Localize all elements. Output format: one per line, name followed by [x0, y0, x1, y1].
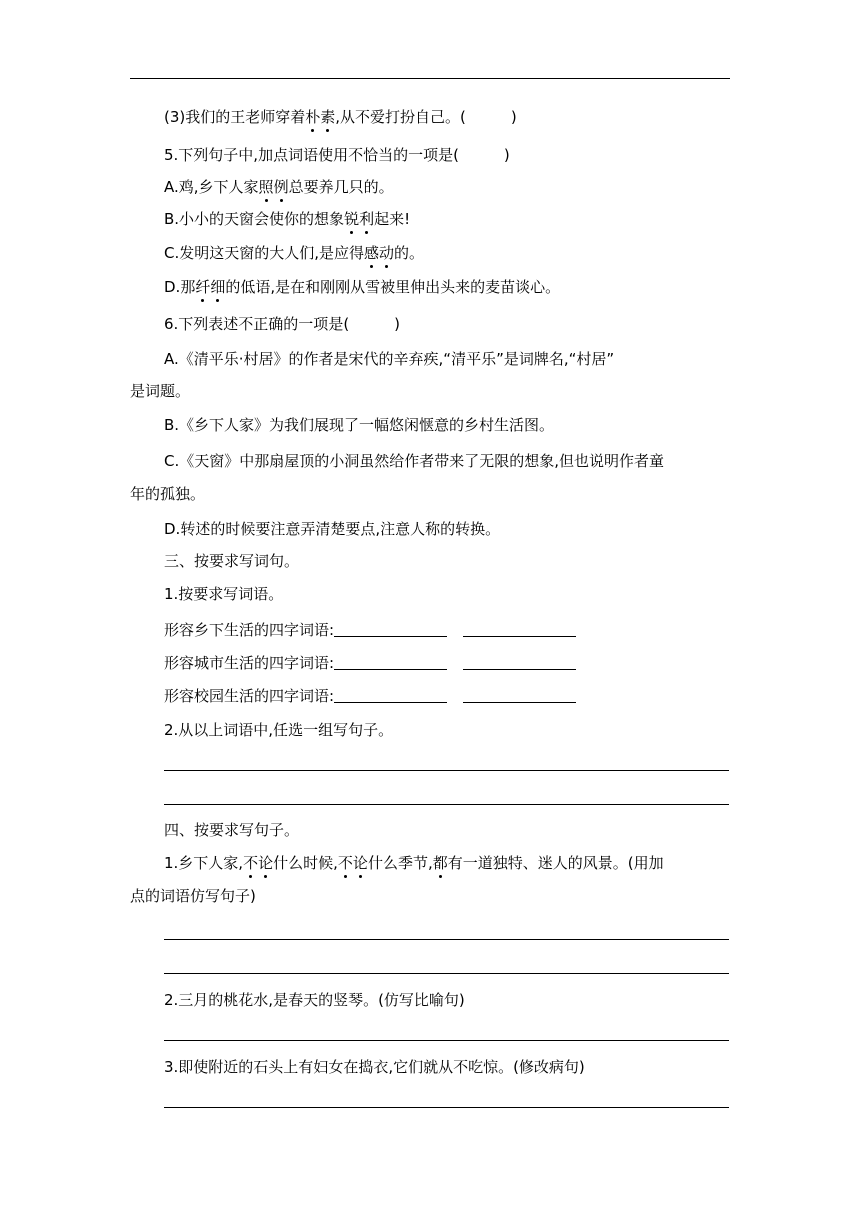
q5-option-c	[164, 243, 424, 263]
dotted-char: 例	[273, 178, 289, 196]
writing-line[interactable]	[164, 973, 729, 974]
dotted-char: 都	[432, 854, 448, 872]
q-text: 有一道独特、迷人的风景。(用加	[447, 854, 664, 872]
option-text: 起来!	[374, 210, 411, 228]
row-label: 形容校园生活的四字词语:	[164, 687, 335, 705]
writing-line[interactable]	[164, 939, 729, 940]
dotted-char: 不	[337, 854, 353, 872]
section-4-title: 四、按要求写句子。	[164, 821, 300, 839]
answer-blank[interactable]	[463, 688, 576, 703]
dotted-char: 论	[352, 854, 368, 872]
writing-line[interactable]	[164, 804, 729, 805]
q-text: 1.乡下人家,	[164, 854, 244, 872]
q6-option-c-line2: 年的孤独。	[130, 485, 206, 503]
dotted-char: 动	[379, 244, 395, 262]
dotted-char: 素	[320, 108, 336, 126]
dotted-char: 细	[210, 278, 226, 296]
option-text: B.小小的天窗会使你的想象	[164, 210, 345, 228]
row-label: 形容城市生活的四字词语:	[164, 654, 335, 672]
row-label: 形容乡下生活的四字词语:	[164, 621, 335, 639]
header-rule	[130, 78, 730, 79]
sec4-q1-line1	[164, 853, 664, 873]
dotted-char: 不	[243, 854, 259, 872]
q6-option-d: D.转述的时候要注意弄清楚要点,注意人称的转换。	[164, 520, 501, 538]
q3-text: (3)我们的王老师穿着	[164, 108, 306, 126]
q6-option-a-line2: 是词题。	[130, 382, 191, 400]
answer-blank[interactable]	[334, 655, 447, 670]
q-text: 什么季节,	[367, 854, 433, 872]
writing-line[interactable]	[164, 1107, 729, 1108]
q6-option-b: B.《乡下人家》为我们展现了一幅悠闲惬意的乡村生活图。	[164, 416, 555, 434]
option-text: A.鸡,乡下人家	[164, 178, 259, 196]
q-text: 什么时候,	[273, 854, 338, 872]
q6-option-c-line1: C.《天窗》中那扇屋顶的小洞虽然给作者带来了无限的想象,但也说明作者童	[164, 452, 665, 470]
option-text: 的低语,是在和刚刚从雪被里伸出头来的麦苗谈心。	[225, 278, 561, 296]
option-text: D.那	[164, 278, 196, 296]
dotted-char: 论	[258, 854, 274, 872]
q6-stem: 6.下列表述不正确的一项是( )	[164, 315, 401, 333]
dotted-char: 利	[359, 210, 375, 228]
option-text: 的。	[394, 244, 425, 262]
answer-blank[interactable]	[463, 655, 576, 670]
writing-line[interactable]	[164, 1040, 729, 1041]
q5-option-d	[164, 277, 560, 297]
q5-stem: 5.下列句子中,加点词语使用不恰当的一项是( )	[164, 146, 510, 164]
q5-option-a	[164, 177, 394, 197]
word-row	[164, 686, 576, 706]
sec3-q1: 1.按要求写词语。	[164, 585, 284, 603]
word-row	[164, 653, 576, 673]
q3-line	[164, 107, 517, 127]
option-text: 总要养几只的。	[288, 178, 394, 196]
option-text: C.发明这天窗的大人们,是应得	[164, 244, 365, 262]
dotted-char: 纤	[195, 278, 211, 296]
answer-blank[interactable]	[334, 688, 447, 703]
sec3-q2: 2.从以上词语中,任选一组写句子。	[164, 721, 394, 739]
writing-line[interactable]	[164, 770, 729, 771]
dotted-char: 朴	[305, 108, 321, 126]
q5-option-b	[164, 209, 410, 229]
q6-option-a-line1: A.《清平乐·村居》的作者是宋代的辛弃疾,“清平乐”是词牌名,“村居”	[164, 350, 615, 368]
word-row	[164, 620, 576, 640]
sec4-q2: 2.三月的桃花水,是春天的竖琴。(仿写比喻句)	[164, 991, 465, 1009]
section-3-title: 三、按要求写词句。	[164, 552, 300, 570]
answer-blank[interactable]	[334, 622, 447, 637]
dotted-char: 感	[364, 244, 380, 262]
sec4-q3: 3.即使附近的石头上有妇女在捣衣,它们就从不吃惊。(修改病句)	[164, 1058, 585, 1076]
dotted-char: 锐	[344, 210, 360, 228]
dotted-char: 照	[258, 178, 274, 196]
sec4-q1-line2: 点的词语仿写句子)	[130, 887, 256, 905]
q3-rest: ,从不爱打扮自己。( )	[335, 108, 517, 126]
answer-blank[interactable]	[463, 622, 576, 637]
